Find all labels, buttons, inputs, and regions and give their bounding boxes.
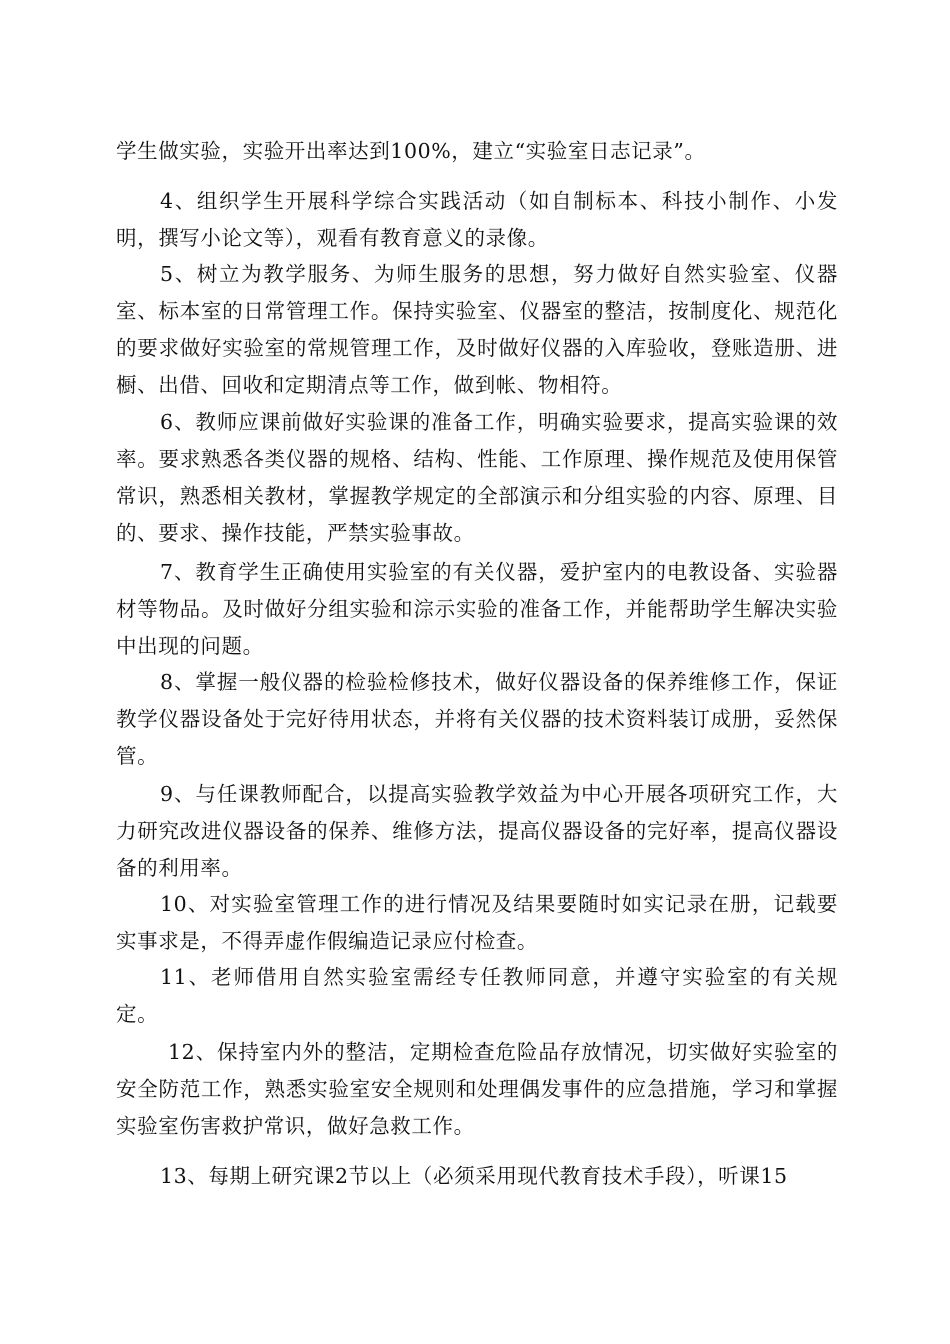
paragraph-item-9: 9、与任课教师配合，以提高实验教学效益为中心开展各项研究工作，大力研究改进仪器设备的保养、维修方法，提高仪器设备的完好率，提高仪器设备的利用率。 xyxy=(116,782,838,880)
paragraph-item-5: 5、树立为教学服务、为师生服务的思想，努力做好自然实验室、仪器室、标本室的日常管理工作。保持实验室、仪器室的整洁，按制度化、规范化的要求做好实验室的常规管理工作，及时做好仪器的入库验收，登账造册、进橱、出借、回收和定期清点等工作，做到帐、物相符。 xyxy=(116,262,838,397)
paragraph-item-7: 7、教育学生正确使用实验室的有关仪器，爱护室内的电教设备、实验器材等物品。及时做好分组实验和淙示实验的准备工作，并能帮助学生解决实验中出现的问题。 xyxy=(116,560,838,658)
paragraph-item-4: 4、组织学生开展科学综合实践活动（如自制标本、科技小制作、小发明，撰写小论文等），观看有教育意义的录像。 xyxy=(116,189,838,250)
paragraph-item-13: 13、每期上研究课2节以上（必须采用现代教育技术手段），听课15 xyxy=(160,1164,788,1188)
paragraph-continuation: 学生做实验，实验开出率达到100%，建立“实验室日志记录”。 xyxy=(116,139,706,163)
paragraph-item-6: 6、教师应课前做好实验课的准备工作，明确实验要求，提高实验课的效率。要求熟悉各类仪器的规格、结构、性能、工作原理、操作规范及使用保管常识，熟悉相关教材，掌握教学规定的全部演示和分组实验的内容、原理、目的、要求、操作技能，严禁实验事故。 xyxy=(116,410,838,545)
paragraph-item-12: 12、保持室内外的整洁，定期检查危险品存放情况，切实做好实验室的安全防范工作，熟悉实验室安全规则和处理偶发事件的应急措施，学习和掌握实验室伤害救护常识，做好急救工作。 xyxy=(116,1040,838,1138)
paragraph-item-8: 8、掌握一般仪器的检验检修技术，做好仪器设备的保养维修工作，保证教学仪器设备处于完好待用状态，并将有关仪器的技术资料装订成册，妥然保管。 xyxy=(116,670,838,768)
paragraph-item-10: 10、对实验室管理工作的进行情况及结果要随时如实记录在册，记载要实事求是，不得弄虚作假编造记录应付检查。 xyxy=(116,892,838,953)
paragraph-item-11: 11、老师借用自然实验室需经专任教师同意，并遵守实验室的有关规定。 xyxy=(116,965,838,1026)
